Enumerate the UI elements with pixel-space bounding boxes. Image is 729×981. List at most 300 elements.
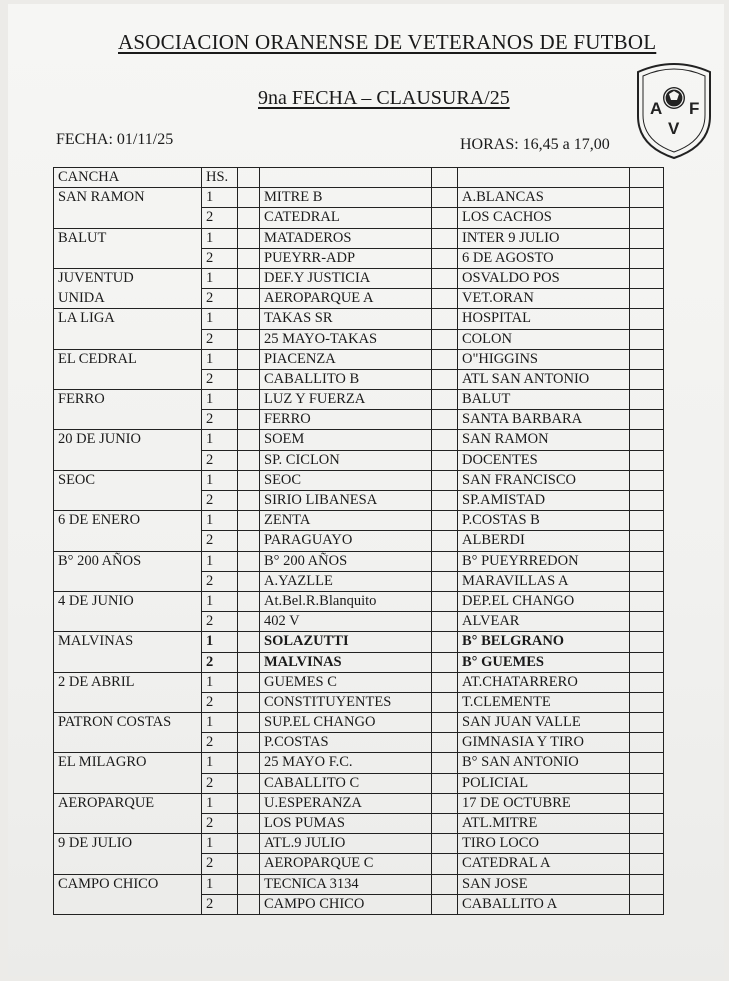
blank-cell bbox=[432, 531, 458, 551]
home-team-cell: DEF.Y JUSTICIA bbox=[260, 268, 432, 288]
blank-cell bbox=[432, 268, 458, 288]
blank-cell bbox=[432, 733, 458, 753]
cancha-cell: FERRO bbox=[54, 390, 202, 410]
hs-cell: 1 bbox=[202, 430, 238, 450]
table-row bbox=[54, 430, 664, 450]
blank-cell bbox=[238, 309, 260, 329]
blank-cell bbox=[630, 309, 664, 329]
hs-cell: 1 bbox=[202, 551, 238, 571]
home-team-cell: GUEMES C bbox=[260, 672, 432, 692]
blank-cell bbox=[432, 349, 458, 369]
home-team-cell: SP. CICLON bbox=[260, 450, 432, 470]
hs-cell: 2 bbox=[202, 450, 238, 470]
home-team-cell: MATADEROS bbox=[260, 228, 432, 248]
cancha-cell bbox=[54, 450, 202, 470]
blank-cell bbox=[630, 652, 664, 672]
blank-cell bbox=[432, 753, 458, 773]
blank-cell bbox=[238, 531, 260, 551]
away-team-cell: SANTA BARBARA bbox=[458, 410, 630, 430]
home-team-cell: A.YAZLLE bbox=[260, 571, 432, 591]
home-team-cell: B° 200 AÑOS bbox=[260, 551, 432, 571]
table-header-row bbox=[54, 168, 664, 188]
away-team-cell: B° SAN ANTONIO bbox=[458, 753, 630, 773]
hs-cell: 2 bbox=[202, 491, 238, 511]
home-team-cell: 25 MAYO-TAKAS bbox=[260, 329, 432, 349]
blank-cell bbox=[630, 410, 664, 430]
table-row bbox=[54, 309, 664, 329]
blank-cell bbox=[432, 652, 458, 672]
hs-cell: 1 bbox=[202, 309, 238, 329]
blank-cell bbox=[238, 733, 260, 753]
hs-cell: 2 bbox=[202, 733, 238, 753]
blank-cell bbox=[238, 571, 260, 591]
hs-cell: 1 bbox=[202, 470, 238, 490]
away-team-cell: 17 DE OCTUBRE bbox=[458, 793, 630, 813]
home-team-cell: 402 V bbox=[260, 612, 432, 632]
cancha-cell: PATRON COSTAS bbox=[54, 713, 202, 733]
blank-cell bbox=[432, 773, 458, 793]
away-team-cell: SP.AMISTAD bbox=[458, 491, 630, 511]
away-team-cell: TIRO LOCO bbox=[458, 834, 630, 854]
away-team-cell: B° GUEMES bbox=[458, 652, 630, 672]
hs-cell: 1 bbox=[202, 591, 238, 611]
table-row bbox=[54, 551, 664, 571]
blank-cell bbox=[630, 894, 664, 914]
away-team-cell: DEP.EL CHANGO bbox=[458, 591, 630, 611]
away-team-cell: AT.CHATARRERO bbox=[458, 672, 630, 692]
table-row bbox=[54, 793, 664, 813]
table-row bbox=[54, 531, 664, 551]
away-team-cell: ATL SAN ANTONIO bbox=[458, 369, 630, 389]
blank-cell bbox=[432, 672, 458, 692]
hs-cell: 1 bbox=[202, 672, 238, 692]
cancha-cell: SEOC bbox=[54, 470, 202, 490]
cancha-cell: 9 DE JULIO bbox=[54, 834, 202, 854]
home-team-cell: AEROPARQUE C bbox=[260, 854, 432, 874]
hs-cell: 2 bbox=[202, 571, 238, 591]
away-team-cell: BALUT bbox=[458, 390, 630, 410]
cancha-cell bbox=[54, 773, 202, 793]
blank-cell bbox=[432, 874, 458, 894]
blank-cell bbox=[432, 329, 458, 349]
blank-cell bbox=[630, 470, 664, 490]
blank-cell bbox=[630, 511, 664, 531]
hs-cell: 2 bbox=[202, 369, 238, 389]
blank-cell bbox=[630, 228, 664, 248]
logo-letter-f: F bbox=[689, 99, 700, 118]
blank-cell bbox=[238, 692, 260, 712]
blank-cell bbox=[630, 874, 664, 894]
table-row bbox=[54, 692, 664, 712]
table-row bbox=[54, 733, 664, 753]
home-team-cell: CABALLITO C bbox=[260, 773, 432, 793]
cancha-cell bbox=[54, 410, 202, 430]
header-blank-cell bbox=[432, 168, 458, 188]
away-team-cell: CATEDRAL A bbox=[458, 854, 630, 874]
blank-cell bbox=[630, 369, 664, 389]
match-hours: HORAS: 16,45 a 17,00 bbox=[460, 136, 610, 153]
blank-cell bbox=[238, 511, 260, 531]
hs-cell: 1 bbox=[202, 713, 238, 733]
home-team-cell: PUEYRR-ADP bbox=[260, 248, 432, 268]
home-team-cell: LUZ Y FUERZA bbox=[260, 390, 432, 410]
blank-cell bbox=[630, 793, 664, 813]
home-team-cell: SOEM bbox=[260, 430, 432, 450]
home-team-cell: At.Bel.R.Blanquito bbox=[260, 591, 432, 611]
table-row bbox=[54, 228, 664, 248]
hs-cell: 1 bbox=[202, 188, 238, 208]
blank-cell bbox=[432, 369, 458, 389]
cancha-cell bbox=[54, 692, 202, 712]
hs-cell: 2 bbox=[202, 814, 238, 834]
home-team-cell: SOLAZUTTI bbox=[260, 632, 432, 652]
blank-cell bbox=[630, 571, 664, 591]
cancha-cell bbox=[54, 491, 202, 511]
header-blank-cell bbox=[458, 168, 630, 188]
table-row bbox=[54, 834, 664, 854]
cancha-cell bbox=[54, 369, 202, 389]
blank-cell bbox=[238, 369, 260, 389]
cancha-cell: B° 200 AÑOS bbox=[54, 551, 202, 571]
blank-cell bbox=[630, 390, 664, 410]
blank-cell bbox=[432, 289, 458, 309]
home-team-cell: PARAGUAYO bbox=[260, 531, 432, 551]
blank-cell bbox=[630, 733, 664, 753]
blank-cell bbox=[432, 713, 458, 733]
blank-cell bbox=[432, 692, 458, 712]
away-team-cell: POLICIAL bbox=[458, 773, 630, 793]
document-title: ASOCIACION ORANENSE DE VETERANOS DE FUTBOL bbox=[118, 30, 657, 54]
blank-cell bbox=[432, 511, 458, 531]
blank-cell bbox=[432, 854, 458, 874]
home-team-cell: LOS PUMAS bbox=[260, 814, 432, 834]
cancha-cell bbox=[54, 612, 202, 632]
away-team-cell: A.BLANCAS bbox=[458, 188, 630, 208]
home-team-cell: MITRE B bbox=[260, 188, 432, 208]
document-subtitle: 9na FECHA – CLAUSURA/25 bbox=[258, 87, 510, 109]
cancha-cell: CAMPO CHICO bbox=[54, 874, 202, 894]
hs-cell: 2 bbox=[202, 208, 238, 228]
cancha-cell bbox=[54, 652, 202, 672]
blank-cell bbox=[630, 692, 664, 712]
away-team-cell: B° PUEYRREDON bbox=[458, 551, 630, 571]
home-team-cell: CABALLITO B bbox=[260, 369, 432, 389]
table-row bbox=[54, 268, 664, 288]
away-team-cell: CABALLITO A bbox=[458, 894, 630, 914]
hs-cell: 2 bbox=[202, 329, 238, 349]
cancha-cell bbox=[54, 329, 202, 349]
hs-cell: 2 bbox=[202, 773, 238, 793]
header-hs: HS. bbox=[202, 168, 238, 188]
blank-cell bbox=[238, 591, 260, 611]
blank-cell bbox=[432, 834, 458, 854]
table-row bbox=[54, 894, 664, 914]
blank-cell bbox=[432, 571, 458, 591]
blank-cell bbox=[630, 713, 664, 733]
cancha-cell bbox=[54, 531, 202, 551]
blank-cell bbox=[238, 329, 260, 349]
table-row bbox=[54, 208, 664, 228]
hs-cell: 2 bbox=[202, 410, 238, 430]
away-team-cell: 6 DE AGOSTO bbox=[458, 248, 630, 268]
blank-cell bbox=[238, 632, 260, 652]
blank-cell bbox=[432, 470, 458, 490]
table-row bbox=[54, 591, 664, 611]
away-team-cell: SAN FRANCISCO bbox=[458, 470, 630, 490]
cancha-cell: SAN RAMON bbox=[54, 188, 202, 208]
blank-cell bbox=[238, 289, 260, 309]
blank-cell bbox=[630, 289, 664, 309]
home-team-cell: ATL.9 JULIO bbox=[260, 834, 432, 854]
blank-cell bbox=[630, 248, 664, 268]
blank-cell bbox=[630, 834, 664, 854]
blank-cell bbox=[238, 894, 260, 914]
cancha-cell: BALUT bbox=[54, 228, 202, 248]
home-team-cell: AEROPARQUE A bbox=[260, 289, 432, 309]
blank-cell bbox=[432, 188, 458, 208]
blank-cell bbox=[630, 450, 664, 470]
header-blank-cell bbox=[260, 168, 432, 188]
blank-cell bbox=[432, 632, 458, 652]
cancha-cell bbox=[54, 208, 202, 228]
blank-cell bbox=[432, 894, 458, 914]
blank-cell bbox=[432, 228, 458, 248]
cancha-cell: 2 DE ABRIL bbox=[54, 672, 202, 692]
home-team-cell: U.ESPERANZA bbox=[260, 793, 432, 813]
blank-cell bbox=[432, 430, 458, 450]
table-row bbox=[54, 248, 664, 268]
blank-cell bbox=[630, 551, 664, 571]
home-team-cell: MALVINAS bbox=[260, 652, 432, 672]
home-team-cell: PIACENZA bbox=[260, 349, 432, 369]
table-row bbox=[54, 369, 664, 389]
away-team-cell: SAN JUAN VALLE bbox=[458, 713, 630, 733]
away-team-cell: P.COSTAS B bbox=[458, 511, 630, 531]
blank-cell bbox=[432, 450, 458, 470]
blank-cell bbox=[238, 874, 260, 894]
table-row bbox=[54, 672, 664, 692]
blank-cell bbox=[432, 309, 458, 329]
cancha-cell bbox=[54, 571, 202, 591]
away-team-cell: LOS CACHOS bbox=[458, 208, 630, 228]
table-row bbox=[54, 390, 664, 410]
table-row bbox=[54, 289, 664, 309]
blank-cell bbox=[238, 410, 260, 430]
blank-cell bbox=[238, 854, 260, 874]
blank-cell bbox=[238, 834, 260, 854]
blank-cell bbox=[630, 208, 664, 228]
cancha-cell bbox=[54, 248, 202, 268]
blank-cell bbox=[238, 188, 260, 208]
away-team-cell: SAN JOSE bbox=[458, 874, 630, 894]
home-team-cell: SEOC bbox=[260, 470, 432, 490]
fixture-table bbox=[53, 167, 664, 915]
cancha-cell: 6 DE ENERO bbox=[54, 511, 202, 531]
away-team-cell: INTER 9 JULIO bbox=[458, 228, 630, 248]
hs-cell: 1 bbox=[202, 874, 238, 894]
home-team-cell: SIRIO LIBANESA bbox=[260, 491, 432, 511]
table-row bbox=[54, 854, 664, 874]
table-row bbox=[54, 410, 664, 430]
cancha-cell: 4 DE JUNIO bbox=[54, 591, 202, 611]
blank-cell bbox=[238, 228, 260, 248]
blank-cell bbox=[630, 188, 664, 208]
blank-cell bbox=[238, 713, 260, 733]
blank-cell bbox=[630, 430, 664, 450]
blank-cell bbox=[432, 814, 458, 834]
hs-cell: 1 bbox=[202, 268, 238, 288]
cancha-cell: AEROPARQUE bbox=[54, 793, 202, 813]
away-team-cell: T.CLEMENTE bbox=[458, 692, 630, 712]
cancha-cell: LA LIGA bbox=[54, 309, 202, 329]
blank-cell bbox=[238, 612, 260, 632]
table-row bbox=[54, 632, 664, 652]
cancha-cell bbox=[54, 733, 202, 753]
hs-cell: 2 bbox=[202, 692, 238, 712]
avf-logo bbox=[632, 54, 716, 160]
blank-cell bbox=[630, 753, 664, 773]
blank-cell bbox=[630, 773, 664, 793]
table-row bbox=[54, 612, 664, 632]
cancha-cell: UNIDA bbox=[54, 289, 202, 309]
blank-cell bbox=[630, 632, 664, 652]
away-team-cell: GIMNASIA Y TIRO bbox=[458, 733, 630, 753]
home-team-cell: CONSTITUYENTES bbox=[260, 692, 432, 712]
table-row bbox=[54, 571, 664, 591]
cancha-cell: MALVINAS bbox=[54, 632, 202, 652]
table-row bbox=[54, 349, 664, 369]
hs-cell: 2 bbox=[202, 652, 238, 672]
blank-cell bbox=[432, 390, 458, 410]
cancha-cell: 20 DE JUNIO bbox=[54, 430, 202, 450]
away-team-cell: DOCENTES bbox=[458, 450, 630, 470]
away-team-cell: OSVALDO POS bbox=[458, 268, 630, 288]
header-blank-cell bbox=[238, 168, 260, 188]
blank-cell bbox=[238, 390, 260, 410]
blank-cell bbox=[432, 591, 458, 611]
home-team-cell: TECNICA 3134 bbox=[260, 874, 432, 894]
table-row bbox=[54, 329, 664, 349]
blank-cell bbox=[238, 349, 260, 369]
cancha-cell: EL CEDRAL bbox=[54, 349, 202, 369]
cancha-cell bbox=[54, 894, 202, 914]
away-team-cell: COLON bbox=[458, 329, 630, 349]
blank-cell bbox=[238, 491, 260, 511]
table-row bbox=[54, 652, 664, 672]
blank-cell bbox=[630, 672, 664, 692]
blank-cell bbox=[238, 814, 260, 834]
hs-cell: 1 bbox=[202, 793, 238, 813]
blank-cell bbox=[630, 854, 664, 874]
away-team-cell: B° BELGRANO bbox=[458, 632, 630, 652]
hs-cell: 1 bbox=[202, 632, 238, 652]
blank-cell bbox=[238, 551, 260, 571]
away-team-cell: O"HIGGINS bbox=[458, 349, 630, 369]
blank-cell bbox=[630, 329, 664, 349]
hs-cell: 1 bbox=[202, 511, 238, 531]
blank-cell bbox=[238, 753, 260, 773]
table-row bbox=[54, 511, 664, 531]
hs-cell: 1 bbox=[202, 228, 238, 248]
match-date: FECHA: 01/11/25 bbox=[56, 131, 174, 148]
logo-letter-a: A bbox=[650, 99, 663, 118]
home-team-cell: CATEDRAL bbox=[260, 208, 432, 228]
hs-cell: 2 bbox=[202, 894, 238, 914]
cancha-cell: EL MILAGRO bbox=[54, 753, 202, 773]
header-blank-cell bbox=[630, 168, 664, 188]
home-team-cell: TAKAS SR bbox=[260, 309, 432, 329]
blank-cell bbox=[630, 814, 664, 834]
home-team-cell: FERRO bbox=[260, 410, 432, 430]
away-team-cell: MARAVILLAS A bbox=[458, 571, 630, 591]
table-row bbox=[54, 450, 664, 470]
blank-cell bbox=[238, 268, 260, 288]
blank-cell bbox=[238, 470, 260, 490]
table-row bbox=[54, 814, 664, 834]
hs-cell: 1 bbox=[202, 349, 238, 369]
home-team-cell: CAMPO CHICO bbox=[260, 894, 432, 914]
blank-cell bbox=[630, 591, 664, 611]
away-team-cell: SAN RAMON bbox=[458, 430, 630, 450]
hs-cell: 2 bbox=[202, 248, 238, 268]
away-team-cell: VET.ORAN bbox=[458, 289, 630, 309]
blank-cell bbox=[238, 793, 260, 813]
table-row bbox=[54, 713, 664, 733]
cancha-cell bbox=[54, 814, 202, 834]
blank-cell bbox=[432, 551, 458, 571]
blank-cell bbox=[432, 491, 458, 511]
blank-cell bbox=[432, 410, 458, 430]
blank-cell bbox=[238, 208, 260, 228]
hs-cell: 1 bbox=[202, 834, 238, 854]
table-row bbox=[54, 470, 664, 490]
away-team-cell: HOSPITAL bbox=[458, 309, 630, 329]
hs-cell: 1 bbox=[202, 390, 238, 410]
blank-cell bbox=[432, 208, 458, 228]
blank-cell bbox=[238, 672, 260, 692]
header-cancha: CANCHA bbox=[54, 168, 202, 188]
blank-cell bbox=[630, 612, 664, 632]
table-row bbox=[54, 753, 664, 773]
cancha-cell: JUVENTUD bbox=[54, 268, 202, 288]
cancha-cell bbox=[54, 854, 202, 874]
blank-cell bbox=[630, 491, 664, 511]
blank-cell bbox=[432, 248, 458, 268]
logo-letter-v: V bbox=[668, 119, 680, 138]
hs-cell: 1 bbox=[202, 753, 238, 773]
hs-cell: 2 bbox=[202, 612, 238, 632]
home-team-cell: P.COSTAS bbox=[260, 733, 432, 753]
blank-cell bbox=[630, 349, 664, 369]
blank-cell bbox=[238, 773, 260, 793]
blank-cell bbox=[630, 268, 664, 288]
home-team-cell: ZENTA bbox=[260, 511, 432, 531]
away-team-cell: ALVEAR bbox=[458, 612, 630, 632]
hs-cell: 2 bbox=[202, 854, 238, 874]
hs-cell: 2 bbox=[202, 531, 238, 551]
table-row bbox=[54, 491, 664, 511]
blank-cell bbox=[432, 793, 458, 813]
blank-cell bbox=[238, 248, 260, 268]
away-team-cell: ALBERDI bbox=[458, 531, 630, 551]
away-team-cell: ATL.MITRE bbox=[458, 814, 630, 834]
blank-cell bbox=[238, 652, 260, 672]
table-row bbox=[54, 874, 664, 894]
hs-cell: 2 bbox=[202, 289, 238, 309]
table-row bbox=[54, 188, 664, 208]
blank-cell bbox=[238, 450, 260, 470]
home-team-cell: SUP.EL CHANGO bbox=[260, 713, 432, 733]
